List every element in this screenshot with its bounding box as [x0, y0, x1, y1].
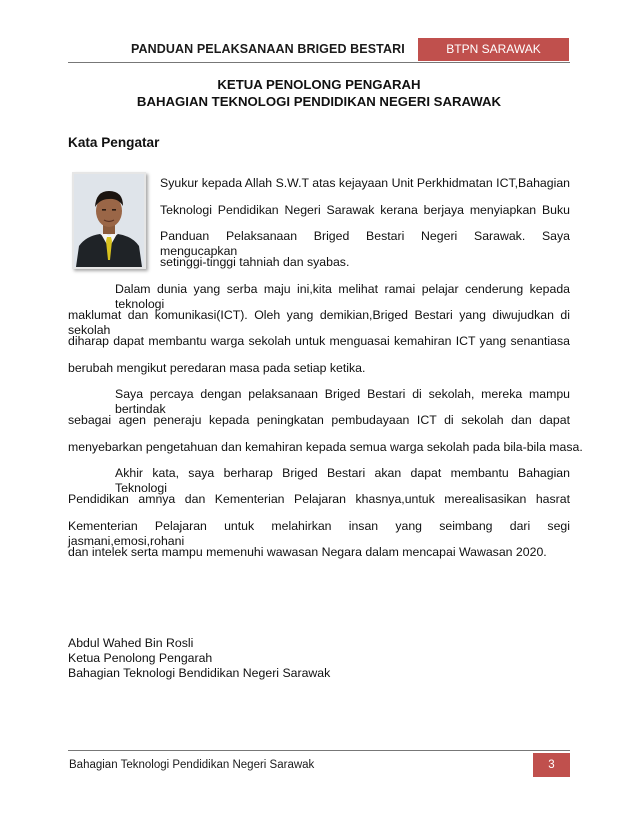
paragraph-3-line-1: Saya percaya dengan pelaksanaan Briged Bestari di sekolah, mereka mampu bertindak: [115, 387, 570, 416]
footer-divider: [68, 750, 570, 751]
paragraph-2-line-1: Dalam dunia yang serba maju ini,kita melihat ramai pelajar cenderung kepada teknologi: [115, 282, 570, 311]
header-title: PANDUAN PELAKSANAAN BRIGED BESTARI: [131, 42, 405, 56]
header-badge: BTPN SARAWAK: [418, 38, 569, 61]
paragraph-3-line-3: menyebarkan pengetahuan dan kemahiran kepada semua warga sekolah pada bila-bila masa.: [68, 440, 583, 454]
paragraph-1-line-1: Syukur kepada Allah S.W.T atas kejayaan Unit Perkhidmatan ICT,Bahagian: [160, 176, 570, 190]
heading-line-2: BAHAGIAN TEKNOLOGI PENDIDIKAN NEGERI SARAWAK: [136, 94, 502, 109]
signature-position: Ketua Penolong Pengarah: [68, 651, 213, 665]
heading-line-1: KETUA PENOLONG PENGARAH: [217, 77, 421, 92]
paragraph-2-line-2: maklumat dan komunikasi(ICT). Oleh yang demikian,Briged Bestari yang diwujudkan di sekolah: [68, 308, 570, 337]
paragraph-4-line-4: dan intelek serta mampu memenuhi wawasan Negara dalam mencapai Wawasan 2020.: [68, 545, 547, 559]
portrait-photo: [72, 172, 146, 269]
paragraph-1-line-4: setinggi-tinggi tahniah dan syabas.: [160, 255, 350, 269]
paragraph-4-line-3: Kementerian Pelajaran untuk melahirkan insan yang seimbang dari segi jasmani,emosi,rohani: [68, 519, 570, 548]
paragraph-2-line-4: berubah mengikut peredaran masa pada setiap ketika.: [68, 361, 366, 375]
paragraph-1-line-3: Panduan Pelaksanaan Briged Bestari Negeri Sarawak. Saya mengucapkan: [160, 229, 570, 258]
paragraph-4-line-2: Pendidikan amnya dan Kementerian Pelajaran khasnya,untuk merealisasikan hasrat: [68, 492, 570, 506]
signature-department: Bahagian Teknologi Bendidikan Negeri Sarawak: [68, 666, 331, 680]
paragraph-1-line-2: Teknologi Pendidikan Negeri Sarawak kerana berjaya menyiapkan Buku: [160, 203, 570, 217]
signature-name: Abdul Wahed Bin Rosli: [68, 636, 194, 650]
section-title: Kata Pengatar: [68, 135, 160, 150]
page-number: 3: [533, 753, 570, 777]
paragraph-2-line-3: diharap dapat membantu warga sekolah untuk menguasai kemahiran ICT yang senantiasa: [68, 334, 570, 348]
footer-text: Bahagian Teknologi Pendidikan Negeri Sarawak: [69, 759, 315, 771]
header-divider: [68, 62, 570, 63]
paragraph-3-line-2: sebagai agen peneraju kepada peningkatan pembudayaan ICT di sekolah dan dapat: [68, 413, 570, 427]
portrait-icon: [74, 174, 144, 267]
paragraph-4-line-1: Akhir kata, saya berharap Briged Bestari akan dapat membantu Bahagian Teknologi: [115, 466, 570, 495]
